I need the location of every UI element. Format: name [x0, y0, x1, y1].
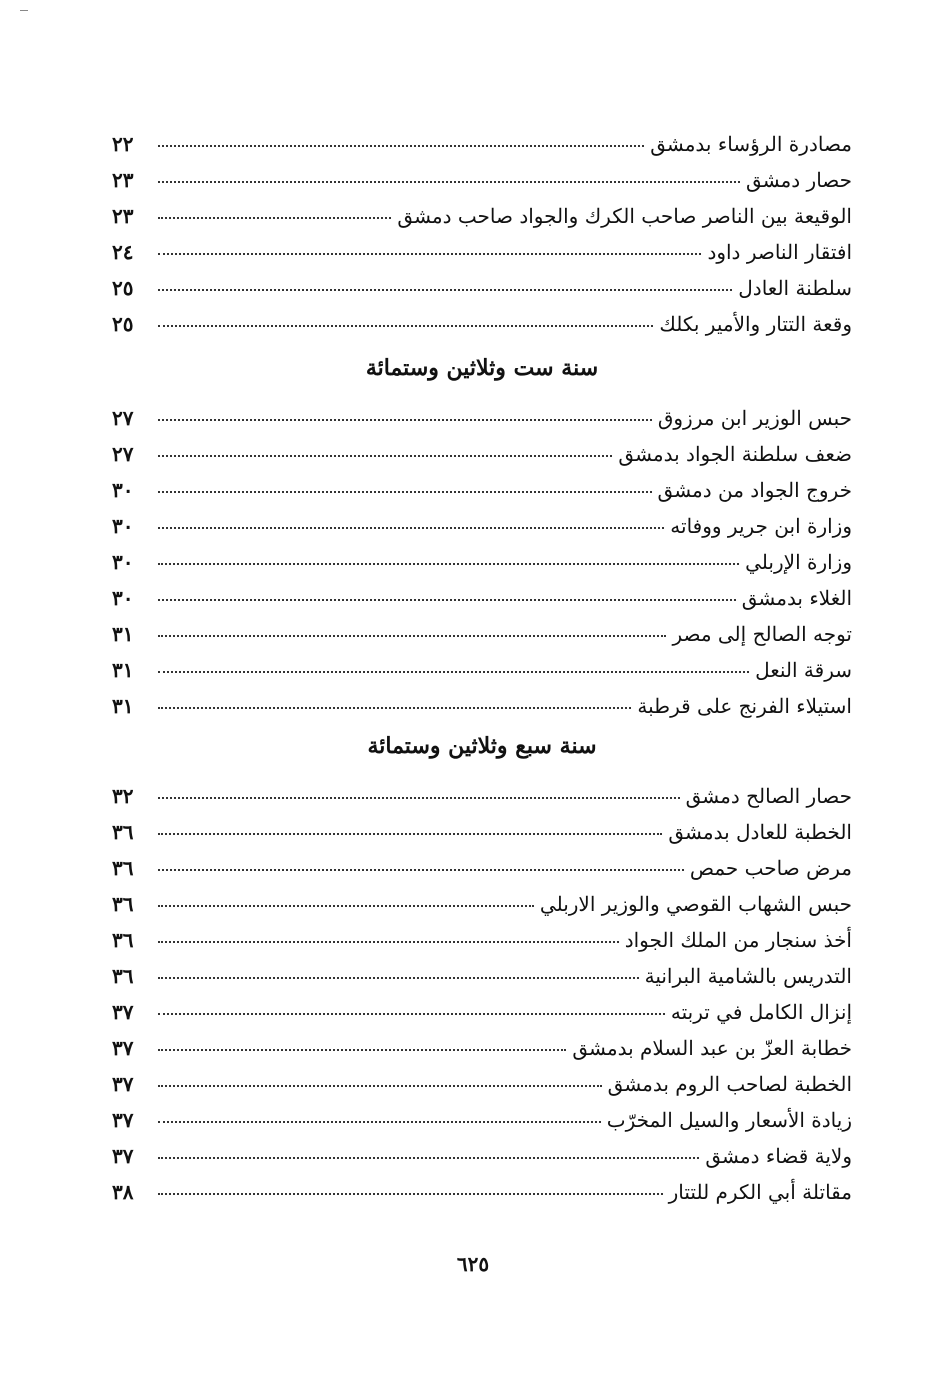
entry-title: افتقار الناصر داود: [707, 240, 852, 264]
entry-title: وزارة الإربلي: [745, 550, 852, 574]
leader-dots: [158, 1049, 566, 1051]
toc-entry[interactable]: [112, 772, 852, 808]
entry-title: الخطبة لصاحب الروم بدمشق: [607, 1072, 852, 1096]
entry-page: ٣٧: [112, 1000, 134, 1024]
entry-title: التدريس بالشامية البرانية: [644, 964, 852, 988]
leader-dots: [158, 1157, 699, 1159]
entry-page: ٢٧: [112, 406, 134, 430]
toc-entry[interactable]: [112, 1132, 852, 1168]
entry-page: ٣٠: [112, 586, 134, 610]
toc-entry[interactable]: [112, 538, 852, 574]
entry-title: ولاية قضاء دمشق: [705, 1144, 852, 1168]
entry-page: ٢٥: [112, 276, 134, 300]
entry-title: خطابة العزّ بن عبد السلام بدمشق: [572, 1036, 852, 1060]
leader-dots: [158, 833, 662, 835]
entry-page: ٢٢: [112, 132, 134, 156]
toc-entry[interactable]: [112, 1168, 852, 1204]
entry-title: زيادة الأسعار والسيل المخرّب: [606, 1108, 852, 1132]
toc-entry[interactable]: [112, 988, 852, 1024]
toc-entry[interactable]: [112, 1096, 852, 1132]
toc-entry[interactable]: [112, 808, 852, 844]
leader-dots: [158, 455, 612, 457]
toc-entry[interactable]: [112, 466, 852, 502]
leader-dots: [158, 635, 666, 637]
page-number: ٦٢٥: [456, 1252, 490, 1276]
toc-entry[interactable]: [112, 430, 852, 466]
entry-title: ضعف سلطنة الجواد بدمشق: [618, 442, 852, 466]
entry-title: حبس الشهاب القوصي والوزير الاربلي: [539, 892, 852, 916]
entry-page: ٢٣: [112, 168, 134, 192]
entry-page: ٣٧: [112, 1144, 134, 1168]
entry-title: حبس الوزير ابن مرزوق: [657, 406, 852, 430]
entry-page: ٣٢: [112, 784, 134, 808]
entry-title: خروج الجواد من دمشق: [657, 478, 852, 502]
toc-section-1: [112, 120, 852, 336]
toc-entry[interactable]: [112, 952, 852, 988]
leader-dots: [158, 941, 619, 943]
entry-title: استيلاء الفرنج على قرطبة: [637, 694, 852, 718]
entry-title: مقاتلة أبي الكرم للتتار: [668, 1180, 852, 1204]
entry-page: ٣٧: [112, 1072, 134, 1096]
leader-dots: [158, 599, 736, 601]
entry-page: ٣٠: [112, 514, 134, 538]
toc-entry[interactable]: [112, 646, 852, 682]
entry-title: وقعة التتار والأمير بكلك: [659, 312, 852, 336]
leader-dots: [158, 1085, 602, 1087]
toc-section-3: [112, 772, 852, 1204]
entry-title: سرقة النعل: [755, 658, 852, 682]
entry-title: وزارة ابن جرير ووفاته: [670, 514, 852, 538]
leader-dots: [158, 181, 740, 183]
section-heading-year-637: سنة سبع وثلاثين وستمائة: [367, 733, 597, 759]
entry-page: ٣٦: [112, 964, 134, 988]
entry-title: الغلاء بدمشق: [741, 586, 852, 610]
entry-page: ٣١: [112, 658, 134, 682]
entry-page: ٣١: [112, 694, 134, 718]
toc-entry[interactable]: [112, 880, 852, 916]
toc-entry[interactable]: [112, 682, 852, 718]
entry-page: ٣٦: [112, 928, 134, 952]
leader-dots: [158, 671, 749, 673]
leader-dots: [158, 289, 732, 291]
entry-page: ٣٧: [112, 1036, 134, 1060]
leader-dots: [158, 325, 653, 327]
toc-entry[interactable]: [112, 1024, 852, 1060]
corner-mark: [20, 10, 28, 11]
leader-dots: [158, 905, 534, 907]
toc-entry[interactable]: [112, 228, 852, 264]
leader-dots: [158, 1013, 665, 1015]
entry-page: ٣١: [112, 622, 134, 646]
entry-page: ٣٠: [112, 550, 134, 574]
toc-entry[interactable]: [112, 192, 852, 228]
toc-entry[interactable]: [112, 610, 852, 646]
entry-page: ٢٥: [112, 312, 134, 336]
entry-page: ٣٦: [112, 856, 134, 880]
leader-dots: [158, 563, 739, 565]
toc-entry[interactable]: [112, 502, 852, 538]
toc-entry[interactable]: [112, 1060, 852, 1096]
entry-title: مرض صاحب حمص: [689, 856, 852, 880]
leader-dots: [158, 797, 680, 799]
toc-entry[interactable]: [112, 156, 852, 192]
toc-entry[interactable]: [112, 300, 852, 336]
leader-dots: [158, 1121, 601, 1123]
entry-page: ٣٠: [112, 478, 134, 502]
entry-page: ٢٤: [112, 240, 134, 264]
entry-page: ٣٧: [112, 1108, 134, 1132]
leader-dots: [158, 419, 652, 421]
entry-title: إنزال الكامل في تربته: [670, 1000, 852, 1024]
leader-dots: [158, 527, 664, 529]
leader-dots: [158, 1193, 663, 1195]
toc-entry[interactable]: [112, 574, 852, 610]
toc-entry[interactable]: [112, 394, 852, 430]
entry-title: مصادرة الرؤساء بدمشق: [650, 132, 852, 156]
entry-title: الوقيعة بين الناصر صاحب الكرك والجواد صاحب دمشق: [397, 204, 852, 228]
leader-dots: [158, 707, 631, 709]
entry-page: ٣٨: [112, 1180, 134, 1204]
entry-title: توجه الصالح إلى مصر: [672, 622, 852, 646]
entry-page: ٢٧: [112, 442, 134, 466]
entry-title: حصار الصالح دمشق: [685, 784, 852, 808]
entry-title: سلطنة العادل: [738, 276, 852, 300]
entry-page: ٢٣: [112, 204, 134, 228]
leader-dots: [158, 869, 684, 871]
section-heading-year-636: سنة ست وثلاثين وستمائة: [365, 355, 599, 381]
entry-title: حصار دمشق: [746, 168, 852, 192]
leader-dots: [158, 977, 639, 979]
toc-entry[interactable]: [112, 916, 852, 952]
toc-entry[interactable]: [112, 264, 852, 300]
entry-page: ٣٦: [112, 892, 134, 916]
toc-entry[interactable]: [112, 844, 852, 880]
leader-dots: [158, 145, 644, 147]
entry-title: أخذ سنجار من الملك الجواد: [624, 928, 852, 952]
toc-entry[interactable]: [112, 120, 852, 156]
leader-dots: [158, 217, 391, 219]
leader-dots: [158, 491, 652, 493]
toc-section-2: [112, 394, 852, 718]
entry-title: الخطبة للعادل بدمشق: [668, 820, 852, 844]
leader-dots: [158, 253, 701, 255]
entry-page: ٣٦: [112, 820, 134, 844]
